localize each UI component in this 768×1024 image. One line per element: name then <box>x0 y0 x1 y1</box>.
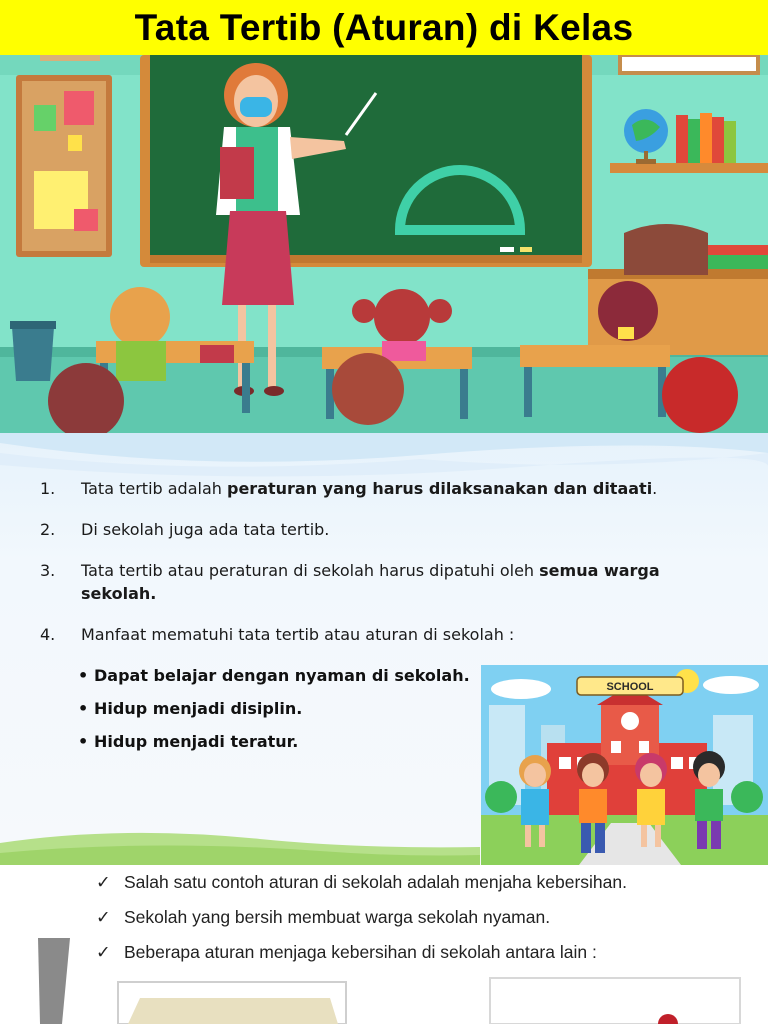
bold-phrase: peraturan yang harus dilaksanakan dan ditaati <box>227 479 653 498</box>
benefit-text: Hidup menjadi disiplin. <box>94 699 303 718</box>
numbered-item <box>40 477 700 500</box>
benefits-list <box>78 665 470 764</box>
item-number: 3. <box>40 561 56 580</box>
bullet-icon: • <box>78 732 89 751</box>
check-icon: ✓ <box>96 907 111 927</box>
chair-icon <box>624 224 708 275</box>
item-text <box>81 623 700 646</box>
title-bar <box>0 0 768 55</box>
benefit-text: Hidup menjadi teratur. <box>94 732 299 751</box>
text-phrase: Tata tertib atau peraturan di sekolah harus dipatuhi oleh <box>81 561 540 580</box>
check-icon: ✓ <box>96 872 111 892</box>
school-illustration <box>481 665 768 865</box>
text-phrase: . <box>652 479 658 498</box>
trash-bin-icon <box>12 327 54 381</box>
benefit-item <box>78 731 470 753</box>
numbered-item <box>40 559 700 605</box>
page-title: Tata Tertib (Aturan) di Kelas <box>134 6 634 48</box>
item-text <box>81 518 700 541</box>
classroom-svg <box>0 55 768 433</box>
item-number: 2. <box>40 520 56 539</box>
school-sign-text: SCHOOL <box>606 681 654 693</box>
checklist-text: Beberapa aturan menjaga kebersihan di sekolah antara lain : <box>124 942 597 962</box>
check-icon: ✓ <box>96 942 111 962</box>
numbered-list <box>40 477 700 664</box>
benefit-item <box>78 665 470 687</box>
item-text <box>81 559 700 605</box>
item-number: 1. <box>40 479 56 498</box>
numbered-item <box>40 518 700 541</box>
bold-phrase: semua warga sekolah. <box>81 561 660 603</box>
bottom-decoration <box>0 938 768 1024</box>
benefit-text: Dapat belajar dengan nyaman di sekolah. <box>94 666 470 685</box>
bullet-icon: • <box>78 699 89 718</box>
text-phrase: Manfaat mematuhi tata tertib atau aturan di sekolah : <box>81 625 515 644</box>
info-section <box>0 433 768 865</box>
text-phrase: Di sekolah juga ada tata tertib. <box>81 520 330 539</box>
chalkboard-icon <box>140 55 592 267</box>
cork-board-icon <box>16 75 112 257</box>
item-number: 4. <box>40 625 56 644</box>
text-phrase: Tata tertib adalah <box>81 479 227 498</box>
item-text <box>81 477 700 500</box>
classroom-illustration <box>0 55 768 433</box>
numbered-item <box>40 623 700 646</box>
checklist-item <box>96 870 627 894</box>
benefit-item <box>78 698 470 720</box>
checklist-item <box>96 905 627 929</box>
checklist-text: Salah satu contoh aturan di sekolah adalah menjaha kebersihan. <box>124 872 627 892</box>
checklist-text: Sekolah yang bersih membuat warga sekolah nyaman. <box>124 907 551 927</box>
bullet-icon: • <box>78 666 89 685</box>
